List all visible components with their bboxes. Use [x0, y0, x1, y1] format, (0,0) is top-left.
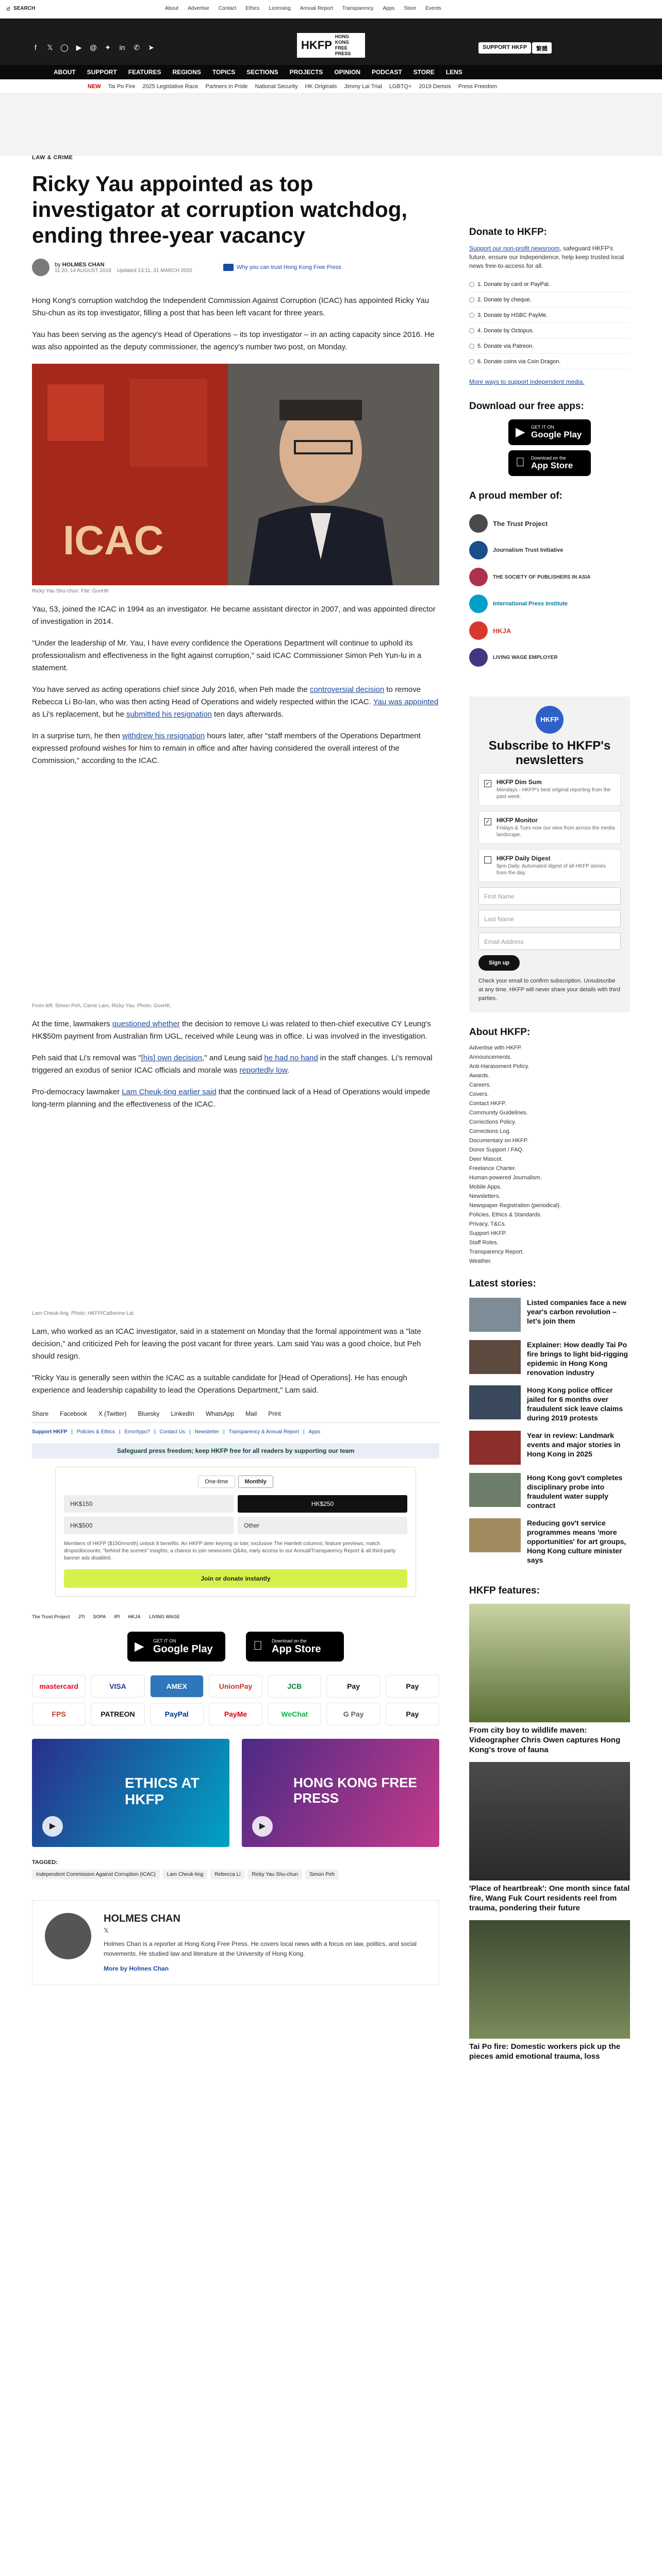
author-box — [32, 1900, 439, 1985]
top-link-ethics[interactable]: Ethics — [245, 6, 260, 11]
nav-sections[interactable]: SECTIONS — [246, 69, 278, 76]
sub-nav-item[interactable]: Tai Po Fire — [108, 83, 136, 90]
more-ways-link[interactable]: More ways to support independent media. — [469, 378, 585, 385]
trust-logo[interactable]: The Trust Project — [32, 1614, 70, 1619]
support-hkfp-button[interactable]: SUPPORT HKFP — [478, 42, 531, 54]
newsletter-option[interactable]: ✓ HKFP Dim Sum Mondays - HKFP's best original reporting from the past week. — [478, 773, 621, 806]
feature-image — [469, 1604, 630, 1722]
about-link[interactable]: Freelance Charter. — [469, 1165, 517, 1172]
paragraph: Hong Kong's corruption watchdog the Independent Commission Against Corruption (ICAC) has appointed Ricky Yau Shu-chun as its top investigator, filling a post that has been left vacant for three years. — [32, 296, 429, 317]
nav-topics[interactable]: TOPICS — [212, 69, 236, 76]
promo-hkfp[interactable] — [242, 1739, 439, 1847]
facebook-icon[interactable]: f — [35, 43, 37, 52]
donate-note: Members of HKFP ($150/month) unlock 8 benefits: An HKFP deer keyring or tote; exclusive The Hamlett columns; feature previews; match drops/discounts; "behind the scenes" insights; a chance to join newsroom Q&As, early access to our Annual/Transparency Report & all third-party banner ads disabled. — [64, 1541, 396, 1561]
payment-logo: VISA — [91, 1675, 144, 1698]
sub-nav-item[interactable]: Press Freedom — [458, 83, 497, 90]
story-thumb — [469, 1431, 521, 1465]
paragraph: In a surprise turn, he then withdrew his resignation hours later, after "staff members of the Operations Department expressed profound wishes for him to remain in office and after having considered the overall interest of the Commission," according to the ICAC. — [32, 732, 421, 765]
photo-ricky-yau-art — [32, 364, 439, 585]
payment-logo: PATREON — [91, 1703, 144, 1725]
footer-link[interactable]: Contact Us — [159, 1429, 186, 1435]
sub-nav-item[interactable]: 2019 Demos — [419, 83, 451, 90]
payment-methods — [32, 1675, 439, 1725]
top-link-annual-report[interactable]: Annual Report — [300, 6, 333, 11]
about-link[interactable]: Deer Mascot. — [469, 1156, 503, 1162]
author-name[interactable]: by HOLMES CHAN — [55, 261, 105, 268]
donate-option[interactable]: 5. Donate via Patreon. — [469, 338, 630, 354]
paragraph: At the time, lawmakers questioned whether the decision to remove Li was related to then-chief executive CY Leung's HK$50m payment from Australian firm UGL, received while Leung was in office. Li was involved in the investigation. — [32, 1020, 431, 1041]
payment-logo: WeChat — [268, 1703, 321, 1725]
payment-logo: G Pay — [326, 1703, 380, 1725]
about-link[interactable]: Corrections Policy. — [469, 1119, 516, 1125]
story-thumb — [469, 1385, 521, 1419]
logo-main: HKFP — [301, 39, 332, 52]
checkbox-unchecked[interactable] — [484, 856, 491, 863]
footer-link[interactable]: Error/typo? — [124, 1429, 150, 1435]
hkfp-logo[interactable] — [297, 33, 365, 58]
payment-logo: Pay — [386, 1675, 439, 1698]
latest-title: Latest stories: — [469, 1278, 536, 1289]
story-thumb — [469, 1298, 521, 1332]
paragraph: "Under the leadership of Mr. Yau, I have every confidence the Operations Department will continue to uphold its professionalism and effectiveness in the fight against corruption," said ICAC Commissioner Simon Peh Yun-lu in a statement. — [32, 639, 422, 672]
top-link-store[interactable]: Store — [404, 6, 417, 11]
app-buttons — [32, 1632, 439, 1662]
top-link-advertise[interactable]: Advertise — [188, 6, 209, 11]
about-link[interactable]: Documentary on HKFP. — [469, 1138, 528, 1144]
trust-logo[interactable]: IPI — [114, 1614, 120, 1619]
payment-logo: JCB — [268, 1675, 321, 1698]
amount-option-selected[interactable]: HK$250 — [238, 1495, 407, 1513]
paragraph: Lam, who worked as an ICAC investigator, said in a statement on Monday that the formal appointment was a "late decision," and criticized Peh for leaving the post vacant for three years. Lam said Yau was a good choice, but Peh should resign. — [32, 1327, 421, 1361]
payment-logo: FPS — [32, 1703, 86, 1725]
footer-links: Support HKFP | Policies & Ethics | Error/typo? | Contact Us | Newsletter | Transparency & Annual Report | Apps — [32, 1429, 321, 1435]
sub-nav-item[interactable]: Jimmy Lai Trial — [344, 83, 382, 90]
search-link[interactable]: SEARCH — [13, 6, 36, 11]
last-name-input[interactable]: Last Name — [478, 910, 621, 927]
article — [32, 155, 439, 1985]
one-time-toggle[interactable]: One-time — [198, 1476, 235, 1488]
whatsapp-icon[interactable]: ✆ — [134, 43, 140, 52]
paragraph: "Ricky Yau is generally seen within the ICAC as a suitable candidate for [Head of Operations]. He has enough experience and leadership capability to lead the Operations Department," Lam said. — [32, 1374, 407, 1395]
amount-option[interactable]: HK$500 — [64, 1517, 234, 1534]
link-resignation[interactable]: submitted his resignation — [126, 710, 212, 719]
member-title: A proud member of: — [469, 490, 562, 501]
first-name-input[interactable]: First Name — [478, 887, 621, 905]
sub-nav-item[interactable]: National Security — [255, 83, 298, 90]
latest-stories — [469, 1278, 630, 1565]
about-link[interactable]: Newsletters. — [469, 1193, 501, 1199]
signup-button[interactable]: Sign up — [478, 955, 520, 971]
about-link[interactable]: Awards. — [469, 1073, 490, 1079]
sub-nav-new-badge: NEW — [88, 83, 101, 90]
apps-title: Download our free apps: — [469, 401, 584, 412]
search-icon[interactable]: ☌ — [6, 5, 11, 12]
ad-slot — [0, 94, 662, 156]
email-input[interactable]: Email Address — [478, 933, 621, 950]
tag[interactable]: Ricky Yau Shu-chun — [247, 1870, 302, 1879]
hkfp-badge: HKFP — [536, 706, 564, 734]
about-link[interactable]: Announcements. — [469, 1054, 512, 1060]
story-thumb — [469, 1518, 521, 1552]
sub-nav-item[interactable]: Partners in Pride — [205, 83, 248, 90]
nav-lens[interactable]: LENS — [445, 69, 462, 76]
latest-story[interactable]: Reducing gov't service programmes means 'more opportunities' for art groups, Hong Kong culture minister says — [469, 1518, 630, 1565]
feature-item[interactable]: Tai Po fire: Domestic workers pick up the pieces amid emotional trauma, loss — [469, 1920, 630, 2061]
story-thumb — [469, 1473, 521, 1507]
promo-videos — [32, 1739, 439, 1847]
about-link[interactable]: Privacy, T&Cs. — [469, 1221, 506, 1227]
donate-option[interactable]: 6. Donate coins via Coin Dragon. — [469, 354, 630, 369]
apple-icon — [516, 455, 529, 471]
share-whatsapp[interactable]: WhatsApp — [205, 1410, 235, 1417]
sub-nav-item[interactable]: HK Originals — [305, 83, 337, 90]
features-title: HKFP features: — [469, 1585, 540, 1596]
payment-logo: AMEX — [150, 1675, 204, 1698]
promo-ethics-title: ETHICS AT HKFP — [125, 1775, 200, 1807]
about-link[interactable]: Staff Roles. — [469, 1240, 499, 1246]
feature-image — [469, 1762, 630, 1880]
feature-item[interactable]: From city boy to wildlife maven: Videographer Chris Owen captures Hong Kong's trove of fauna — [469, 1604, 630, 1755]
play-icon[interactable]: ▶ — [42, 1816, 63, 1837]
share-facebook[interactable]: Facebook — [60, 1410, 87, 1417]
x-icon[interactable]: 𝕏 — [47, 43, 53, 52]
payment-logo: PayPal — [150, 1703, 204, 1725]
member-logos — [469, 510, 630, 671]
tag[interactable]: Rebecca Li — [210, 1870, 244, 1879]
instagram-icon[interactable]: ◯ — [60, 43, 69, 52]
donate-widget — [55, 1467, 416, 1597]
share-mail[interactable]: Mail — [245, 1410, 257, 1417]
latest-story[interactable]: Year in review: Landmark events and major stories in Hong Kong in 2025 — [469, 1431, 630, 1465]
footer-link[interactable]: Newsletter — [194, 1429, 219, 1435]
main-nav — [0, 65, 662, 79]
payment-logo: PayMe — [209, 1703, 262, 1725]
trust-icon — [223, 264, 234, 271]
latest-story[interactable]: Explainer: How deadly Tai Po fire brings to light bid-rigging epidemic in Hong Kong renovation industry — [469, 1340, 630, 1377]
paragraph: Yau, 53, joined the ICAC in 1994 as an investigator. He became assistant director in 2007, and was appointed director of investigation in 2014. — [32, 605, 436, 626]
latest-story[interactable]: Listed companies face a new year's carbon revolution – let's join them — [469, 1298, 630, 1332]
latest-story[interactable]: Hong Kong police officer jailed for 6 months over fraudulent sick leave claims during 2019 protests — [469, 1385, 630, 1422]
sidebar-app-store[interactable]: Download on the App Store — [508, 450, 591, 476]
site-header — [0, 19, 662, 79]
photo-caption: Ricky Yau Shu-chun. File: GovHK — [32, 588, 109, 594]
newsletter-option[interactable]: HKFP Daily Digest 9pm Daily. Automated digest of all HKFP stories from the day. — [478, 849, 621, 882]
photo-ricky-yau — [32, 364, 439, 585]
top-link-licensing[interactable]: Licensing — [269, 6, 291, 11]
about-link[interactable]: Support HKFP. — [469, 1230, 507, 1236]
member-logo[interactable]: Journalism Trust Initiative — [469, 537, 630, 564]
apple-icon — [253, 1639, 267, 1654]
social-icons — [31, 43, 156, 53]
tag[interactable]: Simon Peh — [305, 1870, 339, 1879]
google-play-button[interactable]: ▶ GET IT ON Google Play — [127, 1632, 225, 1662]
feature-image — [469, 1920, 630, 2039]
link-reportedly-low[interactable]: reportedly low — [239, 1066, 287, 1075]
sub-nav-item[interactable]: LGBTQ+ — [389, 83, 412, 90]
share-x[interactable]: X (Twitter) — [98, 1410, 127, 1417]
nav-store[interactable]: STORE — [413, 69, 435, 76]
about-link[interactable]: Community Guidelines. — [469, 1110, 528, 1116]
trust-logos — [32, 1614, 439, 1619]
logo-sub: HONG KONG FREE PRESS — [335, 34, 351, 56]
latest-story[interactable]: Hong Kong gov't completes disciplinary probe into fraudulent water supply contract — [469, 1473, 630, 1510]
nav-regions[interactable]: REGIONS — [172, 69, 201, 76]
share-label: Share — [32, 1410, 49, 1417]
member-logo[interactable]: International Press Institute — [469, 590, 630, 617]
member-logo[interactable]: The Trust Project — [469, 510, 630, 537]
member-logo[interactable]: LIVING WAGE EMPLOYER — [469, 644, 630, 671]
top-link-apps[interactable]: Apps — [383, 6, 395, 11]
bluesky-icon[interactable]: ✦ — [105, 43, 111, 52]
story-thumb — [469, 1340, 521, 1374]
newsletter-note: Check your email to confirm subscription. Unsubscribe at any time. HKFP will never share your details with third parties. — [478, 978, 620, 1002]
photo-caption: From left: Simon Peh, Carrie Lam, Ricky Yau. Photo: GovHK. — [32, 1003, 172, 1009]
about-link[interactable]: Anti-Harassment Policy. — [469, 1063, 529, 1070]
donate-option[interactable]: 3. Donate by HSBC PayMe. — [469, 308, 630, 323]
promo-hkfp-title: HONG KONG FREE PRESS — [293, 1775, 417, 1806]
youtube-icon[interactable]: ▶ — [76, 43, 82, 52]
footer-link[interactable]: Apps — [308, 1429, 321, 1435]
nav-opinion[interactable]: OPINION — [334, 69, 360, 76]
paragraph: Pro-democracy lawmaker Lam Cheuk-ting earlier said that the continued lack of a Head of Operations would impede long-term planning and the effectiveness of the ICAC. — [32, 1088, 431, 1109]
sidebar-app-buttons — [469, 419, 630, 476]
nav-projects[interactable]: PROJECTS — [289, 69, 323, 76]
play-icon[interactable]: ▶ — [252, 1816, 273, 1837]
checkbox-checked[interactable]: ✓ — [484, 818, 491, 825]
photo-caption: Lam Cheuk-ting. Photo: HKFP/Catherine Lai. — [32, 1311, 135, 1316]
article-title: Ricky Yau appointed as top investigator at corruption watchdog, ending three-year vacancy — [32, 172, 408, 247]
author-box-name[interactable]: HOLMES CHAN — [104, 1913, 180, 1924]
publish-date: 11:20, 14 AUGUST 2018 Updated 13:11, 31 MARCH 2020 — [55, 267, 192, 274]
monthly-toggle[interactable]: Monthly — [238, 1476, 273, 1488]
footer-link[interactable]: Policies & Ethics — [76, 1429, 115, 1435]
author-box-avatar — [45, 1913, 91, 1959]
paragraph: Yau has been serving as the agency's Head of Operations – its top investigator – in an acting capacity since 2016. He was also appointed as the deputy commissioner, the agency's number two post, on Monday. — [32, 330, 435, 351]
about-list — [469, 1043, 630, 1266]
linkedin-icon[interactable]: in — [119, 43, 125, 52]
link-questioned[interactable]: questioned whether — [112, 1020, 180, 1028]
amount-option[interactable]: HK$150 — [64, 1495, 234, 1513]
payment-logo: Pay — [326, 1675, 380, 1698]
tagged-label: TAGGED: — [32, 1859, 58, 1866]
google-play-icon: ▶ — [135, 1639, 144, 1653]
donate-option[interactable]: 4. Donate by Octopus. — [469, 323, 630, 338]
lang-button[interactable]: 繁體 — [532, 42, 552, 54]
top-links — [165, 6, 441, 11]
newsletter-title: Subscribe to HKFP's newsletters — [488, 739, 611, 767]
about-link[interactable]: Transparency Report. — [469, 1249, 524, 1255]
about-link[interactable]: Human-powered Journalism. — [469, 1175, 542, 1181]
nav-features[interactable]: FEATURES — [128, 69, 161, 76]
top-link-contact[interactable]: Contact — [218, 6, 237, 11]
link-own-decision[interactable]: [his] own decision — [141, 1054, 203, 1062]
top-link-events[interactable]: Events — [425, 6, 441, 11]
about-link[interactable]: Corrections Log. — [469, 1128, 511, 1134]
promo-ethics[interactable] — [32, 1739, 229, 1847]
link-yau-appointed[interactable]: Yau was appointed — [373, 698, 439, 706]
google-play-icon: ▶ — [516, 425, 525, 439]
safeguard-banner[interactable]: Safeguard press freedom; keep HKFP free for all readers by supporting our team — [32, 1443, 439, 1459]
telegram-icon[interactable]: ➤ — [148, 43, 154, 52]
link-withdrew[interactable]: withdrew his resignation — [122, 732, 205, 740]
donate-title: Donate to HKFP: — [469, 227, 547, 238]
link-lam-earlier[interactable]: Lam Cheuk-ting earlier said — [122, 1088, 217, 1096]
share-bar — [32, 1410, 439, 1423]
author-box-bio: Holmes Chan is a reporter at Hong Kong Free Press. He covers local news with a focus on law, politics, and social movements. He studied law and literature at the University of Hong Kong. — [104, 1940, 417, 1957]
features-section — [469, 1585, 630, 2061]
payment-logo: mastercard — [32, 1675, 86, 1698]
about-link[interactable]: Weather. — [469, 1258, 492, 1264]
nav-about[interactable]: ABOUT — [54, 69, 76, 76]
sub-nav — [0, 79, 662, 94]
link-no-hand[interactable]: he had no hand — [264, 1054, 318, 1062]
svg-text:ICAC: ICAC — [63, 517, 164, 563]
author-avatar — [32, 259, 49, 276]
member-logo[interactable]: THE SOCIETY OF PUBLISHERS IN ASIA — [469, 564, 630, 590]
top-link-transparency[interactable]: Transparency — [342, 6, 374, 11]
app-store-button[interactable]: Download on the App Store — [246, 1632, 344, 1662]
trust-logo[interactable]: LIVING WAGE — [148, 1614, 180, 1619]
about-section — [469, 1027, 630, 1266]
photo-lam-cheuk-ting — [32, 1122, 439, 1308]
share-bluesky[interactable]: Bluesky — [138, 1410, 160, 1417]
tag[interactable]: Lam Cheuk-ting — [163, 1870, 208, 1879]
trust-link[interactable]: Why you can trust Hong Kong Free Press — [223, 264, 341, 271]
article-category[interactable]: LAW & CRIME — [32, 155, 73, 161]
nav-podcast[interactable]: PODCAST — [371, 69, 402, 76]
link-controversial-decision[interactable]: controversial decision — [309, 685, 385, 694]
share-linkedin[interactable]: LinkedIn — [171, 1410, 194, 1417]
byline — [32, 259, 439, 276]
footer-link[interactable]: Transparency & Annual Report — [228, 1429, 299, 1435]
footer-link[interactable]: Support HKFP — [32, 1429, 68, 1435]
about-link[interactable]: Mobile Apps. — [469, 1184, 502, 1190]
donate-option[interactable]: 1. Donate by card or PayPal. — [469, 277, 630, 292]
trust-logo[interactable]: JTI — [78, 1614, 85, 1619]
nav-support[interactable]: SUPPORT — [87, 69, 117, 76]
about-link[interactable]: Newspaper Registration (periodical). — [469, 1202, 561, 1209]
about-link[interactable]: Advertise with HKFP. — [469, 1045, 522, 1051]
donate-options — [469, 277, 630, 369]
donate-text: Support our non-profit newsroom, safeguard HKFP's future, ensure our independence, help keep trusted local news free-to-access for all. — [469, 245, 624, 269]
tag[interactable]: Independent Commission Against Corruption (ICAC) — [32, 1870, 160, 1879]
x-icon[interactable]: 𝕏 — [104, 1927, 109, 1934]
newsletter-box — [469, 697, 630, 1012]
trust-logo[interactable]: HKJA — [128, 1614, 141, 1619]
more-by-author-link[interactable]: More by Holmes Chan — [104, 1965, 169, 1972]
sidebar — [469, 227, 630, 2061]
tags-section — [32, 1859, 439, 1879]
threads-icon[interactable]: @ — [89, 43, 97, 52]
sub-nav-item[interactable]: 2025 Legislative Race — [142, 83, 198, 90]
sidebar-google-play[interactable]: ▶ GET IT ON Google Play — [508, 419, 591, 445]
trust-logo[interactable]: SOPA — [93, 1614, 106, 1619]
about-link[interactable]: Covers. — [469, 1091, 489, 1097]
photo-lawmakers — [32, 778, 439, 1000]
share-print[interactable]: Print — [268, 1410, 281, 1417]
top-link-about[interactable]: About — [165, 6, 179, 11]
about-link[interactable]: Policies, Ethics & Standards. — [469, 1212, 542, 1218]
paragraph: Peh said that Li's removal was "[his] own decision," and Leung said he had no hand in the staff changes. Li's removal triggered an exodus of senior ICAC officials and morale was reportedly low. — [32, 1054, 433, 1075]
about-link[interactable]: Donor Support / FAQ. — [469, 1147, 524, 1153]
payment-logo: Pay — [386, 1703, 439, 1725]
amount-option[interactable]: Other — [238, 1517, 407, 1534]
feature-item[interactable]: 'Place of heartbreak': One month since fatal fire, Wang Fuk Court residents reel from trauma, pondering their future — [469, 1762, 630, 1913]
about-title: About HKFP: — [469, 1027, 531, 1038]
donate-support-link[interactable]: Support our non-profit newsroom — [469, 245, 560, 252]
donate-option[interactable]: 2. Donate by cheque. — [469, 292, 630, 308]
paragraph: You have served as acting operations chief since July 2016, when Peh made the controversial decision to remove Rebecca Li Bo-lan, who was then acting Head of Operations and widely respected within the ICAC. Yau was appointed as Li's replacement, but he submitted his resignation ten days afterwards. — [32, 685, 439, 719]
member-logo[interactable]: HKJA — [469, 617, 630, 644]
checkbox-checked[interactable]: ✓ — [484, 780, 491, 787]
payment-logo: UnionPay — [209, 1675, 262, 1698]
newsletter-option[interactable]: ✓ HKFP Monitor Fridays & Tues now our view from across the media landscape. — [478, 811, 621, 844]
about-link[interactable]: Contact HKFP. — [469, 1100, 506, 1107]
join-donate-button[interactable]: Join or donate instantly — [64, 1569, 407, 1588]
top-utility-bar — [0, 0, 662, 19]
about-link[interactable]: Careers. — [469, 1082, 491, 1088]
